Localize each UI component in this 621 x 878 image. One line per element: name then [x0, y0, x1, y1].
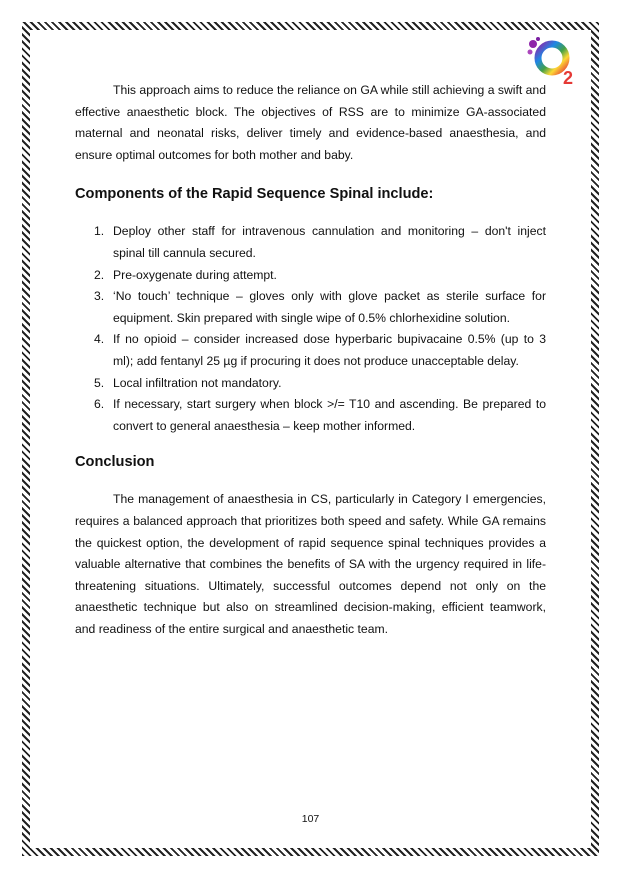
- conclusion-paragraph: The management of anaesthesia in CS, particularly in Category I emergencies, requires a balanced approach that prioritizes both speed and safety. While GA remains the quickest option, the development of rapid sequence spinal techniques provides a valuable alternative that combines the benefits of SA with the urgency required in life-threatening situations. Ultimately, successful outcomes depend not only on the anaesthetic technique but also on streamlined decision-making, efficient teamwork, and readiness of the entire surgical and anaesthetic team.: [75, 492, 546, 636]
- list-item-text: Deploy other staff for intravenous cannulation and monitoring – don't inject spinal till cannula secured.: [113, 224, 546, 260]
- list-item-text: ‘No touch’ technique – gloves only with glove packet as sterile surface for equipment. Skin prepared with single wipe of 0.5% chlorhexidine solution.: [113, 289, 546, 325]
- conclusion-heading: Conclusion: [75, 454, 155, 471]
- list-item-number: 1.: [94, 224, 105, 239]
- list-item: [75, 286, 546, 329]
- page-number: 107: [301, 813, 320, 825]
- intro-paragraph: This approach aims to reduce the reliance on GA while still achieving a swift and effective anaesthetic block. The objectives of RSS are to minimize GA-associated maternal and neonatal risks, deliver timely and evidence-based anaesthesia, and ensure optimal outcomes for both mother and baby.: [75, 83, 546, 162]
- list-item: [75, 221, 546, 264]
- list-item-text: Local infiltration not mandatory.: [113, 375, 282, 390]
- components-list: [75, 221, 546, 437]
- logo-subscript: 2: [563, 68, 574, 88]
- list-item-number: 4.: [94, 332, 105, 347]
- list-item-number: 5.: [94, 375, 105, 390]
- list-item-text: Pre-oxygenate during attempt.: [113, 267, 277, 282]
- list-item-text: If no opioid – consider increased dose hyperbaric bupivacaine 0.5% (up to 3 ml); add fentanyl 25 µg if procuring it does not produce unacceptable delay.: [113, 332, 546, 368]
- list-item-text: If necessary, start surgery when block >/= T10 and ascending. Be prepared to convert to general anaesthesia – keep mother informed.: [113, 397, 546, 433]
- list-item: [75, 265, 546, 287]
- list-item-number: 6.: [94, 397, 105, 412]
- list-item-number: 2.: [94, 267, 105, 282]
- list-item: [75, 373, 546, 395]
- list-item: [75, 394, 546, 437]
- list-item-number: 3.: [94, 289, 105, 304]
- list-item: [75, 329, 546, 372]
- components-heading: Components of the Rapid Sequence Spinal include:: [75, 186, 434, 203]
- page-content: [75, 80, 546, 640]
